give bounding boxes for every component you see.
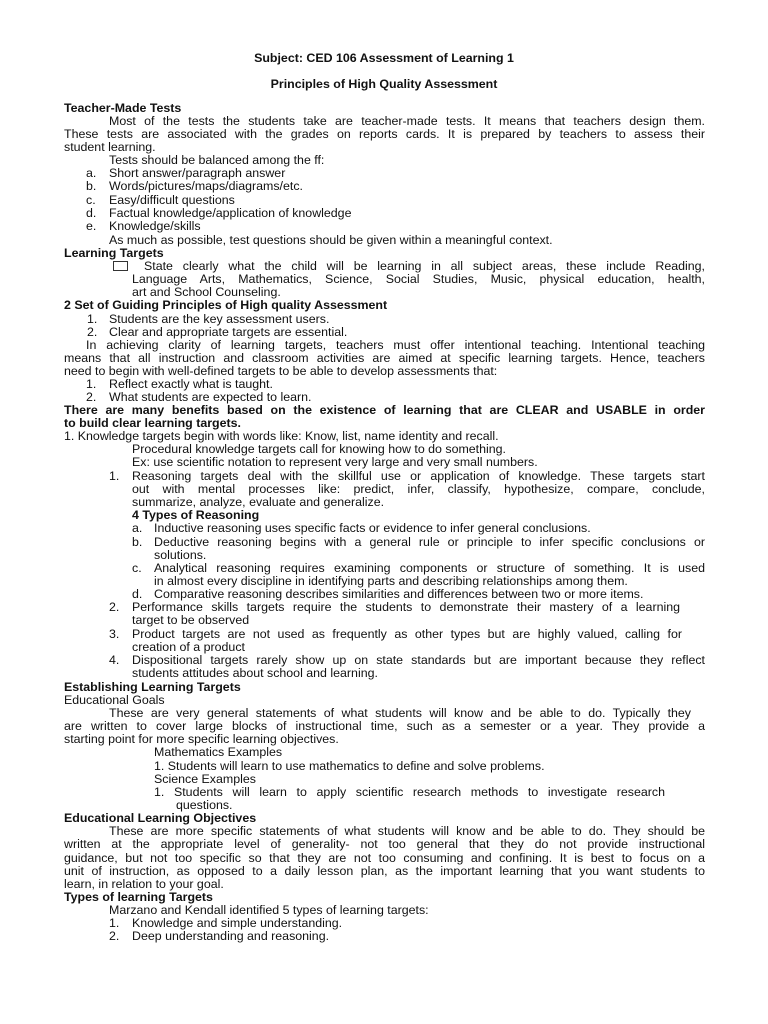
- list-item-line: Reasoning targets deal with the skillful use or application of knowledge. These targets start: [132, 469, 705, 483]
- list-marker: b.: [86, 179, 97, 193]
- list-item: Short answer/paragraph answer: [109, 166, 286, 180]
- list-marker: 3.: [109, 627, 120, 641]
- list-item-line: solutions.: [154, 548, 207, 562]
- section-heading-teacher-made-tests: Teacher-Made Tests: [64, 101, 182, 115]
- paragraph-line: These are more specific statements of what students will know and be able to do. They should be: [109, 824, 705, 838]
- list-item: Clear and appropriate targets are essential.: [109, 325, 348, 339]
- paragraph-line: means that all instruction and classroom activities are aimed at specific learning targets. Hence, teachers: [64, 351, 705, 365]
- list-intro: Tests should be balanced among the ff:: [109, 153, 325, 167]
- list-marker: 1.: [109, 916, 120, 930]
- list-marker: 2.: [87, 325, 98, 339]
- list-item-line: students attitudes about school and learning.: [132, 666, 378, 680]
- list-item-line: Analytical reasoning requires examining components or structure of something. It is used: [154, 561, 705, 575]
- list-item-line: Inductive reasoning uses specific facts or evidence to infer general conclusions.: [154, 521, 591, 535]
- paragraph-line: starting point for more specific learning objectives.: [64, 732, 339, 746]
- bullet-line: Language Arts, Mathematics, Science, Social Studies, Music, physical education, health,: [132, 272, 705, 286]
- paragraph-line: written at the appropriate level of generality- not too general that they do not provide instructional: [64, 837, 705, 851]
- paragraph-line: learn, in relation to your goal.: [64, 877, 224, 891]
- subheading-educational-goals: Educational Goals: [64, 693, 165, 707]
- subheading-science-examples: Science Examples: [154, 772, 256, 786]
- section-heading-educational-learning-objectives: Educational Learning Objectives: [64, 811, 257, 825]
- list-marker: b.: [132, 535, 143, 549]
- subheading-mathematics-examples: Mathematics Examples: [154, 745, 283, 759]
- paragraph-line: need to begin with well-defined targets to be able to develop assessments that:: [64, 364, 498, 378]
- example-item: 1. Students will learn to use mathematics to define and solve problems.: [154, 759, 545, 773]
- list-item-line: Comparative reasoning describes similarities and differences between two or more items.: [154, 587, 644, 601]
- list-item-line: Dispositional targets rarely show up on state standards but are important because they reflect: [132, 653, 705, 667]
- paragraph-line: guidance, but not too specific so that they are not too consuming and confining. It is best to focus on a: [64, 851, 705, 865]
- section-heading-learning-targets: Learning Targets: [64, 246, 164, 260]
- list-marker: a.: [86, 166, 97, 180]
- paragraph-line: are written to cover large blocks of instructional time, such as a semester or a year. They provide a: [64, 719, 705, 733]
- list-item: Knowledge and simple understanding.: [132, 916, 343, 930]
- paragraph-line: Ex: use scientific notation to represent very large and very small numbers.: [132, 455, 538, 469]
- page-title: Principles of High Quality Assessment: [270, 77, 498, 91]
- paragraph-line: Most of the tests the students take are teacher-made tests. It means that teachers design them.: [109, 114, 705, 128]
- bullet-line: art and School Counseling.: [132, 285, 281, 299]
- section-heading-guiding-principles: 2 Set of Guiding Principles of High quality Assessment: [64, 298, 388, 312]
- list-marker: 1.: [87, 312, 98, 326]
- section-heading-types-of-learning-targets: Types of learning Targets: [64, 890, 213, 904]
- paragraph-line: These tests are associated with the grades on reports cards. It is prepared by teachers to assess their: [64, 127, 705, 141]
- paragraph-line: 1. Knowledge targets begin with words like: Know, list, name identity and recall.: [64, 429, 499, 443]
- list-item: Knowledge/skills: [109, 219, 201, 233]
- subheading-types-of-reasoning: 4 Types of Reasoning: [132, 508, 260, 522]
- paragraph-line: unit of instruction, as opposed to a daily lesson plan, as the important learning that you want students to: [64, 864, 705, 878]
- paragraph-line: In achieving clarity of learning targets, teachers must offer intentional teaching. Intentional teaching: [86, 338, 705, 352]
- list-item-line: Product targets are not used as frequently as other types but are highly valued, calling for: [132, 627, 682, 641]
- list-marker: c.: [86, 193, 96, 207]
- bullet-line: State clearly what the child will be learning in all subject areas, these include Reading,: [144, 259, 705, 273]
- list-item: Easy/difficult questions: [109, 193, 235, 207]
- paragraph-line: As much as possible, test questions should be given within a meaningful context.: [109, 233, 553, 247]
- list-item: Words/pictures/maps/diagrams/etc.: [109, 179, 303, 193]
- list-item: Deep understanding and reasoning.: [132, 929, 330, 943]
- example-item: questions.: [176, 798, 233, 812]
- list-marker: a.: [132, 521, 143, 535]
- list-marker: c.: [132, 561, 142, 575]
- list-marker: e.: [86, 219, 97, 233]
- list-marker: d.: [86, 206, 97, 220]
- paragraph-line: Procedural knowledge targets call for knowing how to do something.: [132, 442, 506, 456]
- subject-heading: Subject: CED 106 Assessment of Learning 1: [254, 51, 514, 65]
- list-marker: d.: [132, 587, 143, 601]
- list-item-line: Deductive reasoning begins with a general rule or principle to infer specific conclusions or: [154, 535, 705, 549]
- list-item-line: target to be observed: [132, 613, 250, 627]
- list-marker: 2.: [109, 929, 120, 943]
- list-marker: 4.: [109, 653, 120, 667]
- paragraph-line: These are very general statements of what students will know and be able to do. Typically they: [109, 706, 691, 720]
- paragraph-line: student learning.: [64, 140, 156, 154]
- list-marker: 1.: [86, 377, 97, 391]
- list-item-line: summarize, analyze, evaluate and generalize.: [132, 495, 385, 509]
- list-item-line: out with mental processes like: predict, infer, classify, hypothesize, compare, conclude,: [132, 482, 705, 496]
- section-heading-establishing-learning-targets: Establishing Learning Targets: [64, 680, 241, 694]
- bold-statement-line: There are many benefits based on the existence of learning that are CLEAR and USABLE in order: [64, 403, 705, 417]
- list-item-line: Performance skills targets require the students to demonstrate their mastery of a learning: [132, 600, 680, 614]
- list-intro: Marzano and Kendall identified 5 types of learning targets:: [109, 903, 429, 917]
- list-marker: 2.: [86, 390, 97, 404]
- bold-statement-line: to build clear learning targets.: [64, 416, 241, 430]
- example-item: 1. Students will learn to apply scientific research methods to investigate research: [154, 785, 665, 799]
- list-item: What students are expected to learn.: [109, 390, 312, 404]
- list-item: Students are the key assessment users.: [109, 312, 330, 326]
- list-marker: 1.: [109, 469, 120, 483]
- list-item: Reflect exactly what is taught.: [109, 377, 273, 391]
- list-item-line: creation of a product: [132, 640, 245, 654]
- list-item-line: in almost every discipline in identifying parts and describing relationships among them.: [154, 574, 628, 588]
- list-marker: 2.: [109, 600, 120, 614]
- checkbox-bullet-icon: [113, 261, 128, 271]
- list-item: Factual knowledge/application of knowledge: [109, 206, 352, 220]
